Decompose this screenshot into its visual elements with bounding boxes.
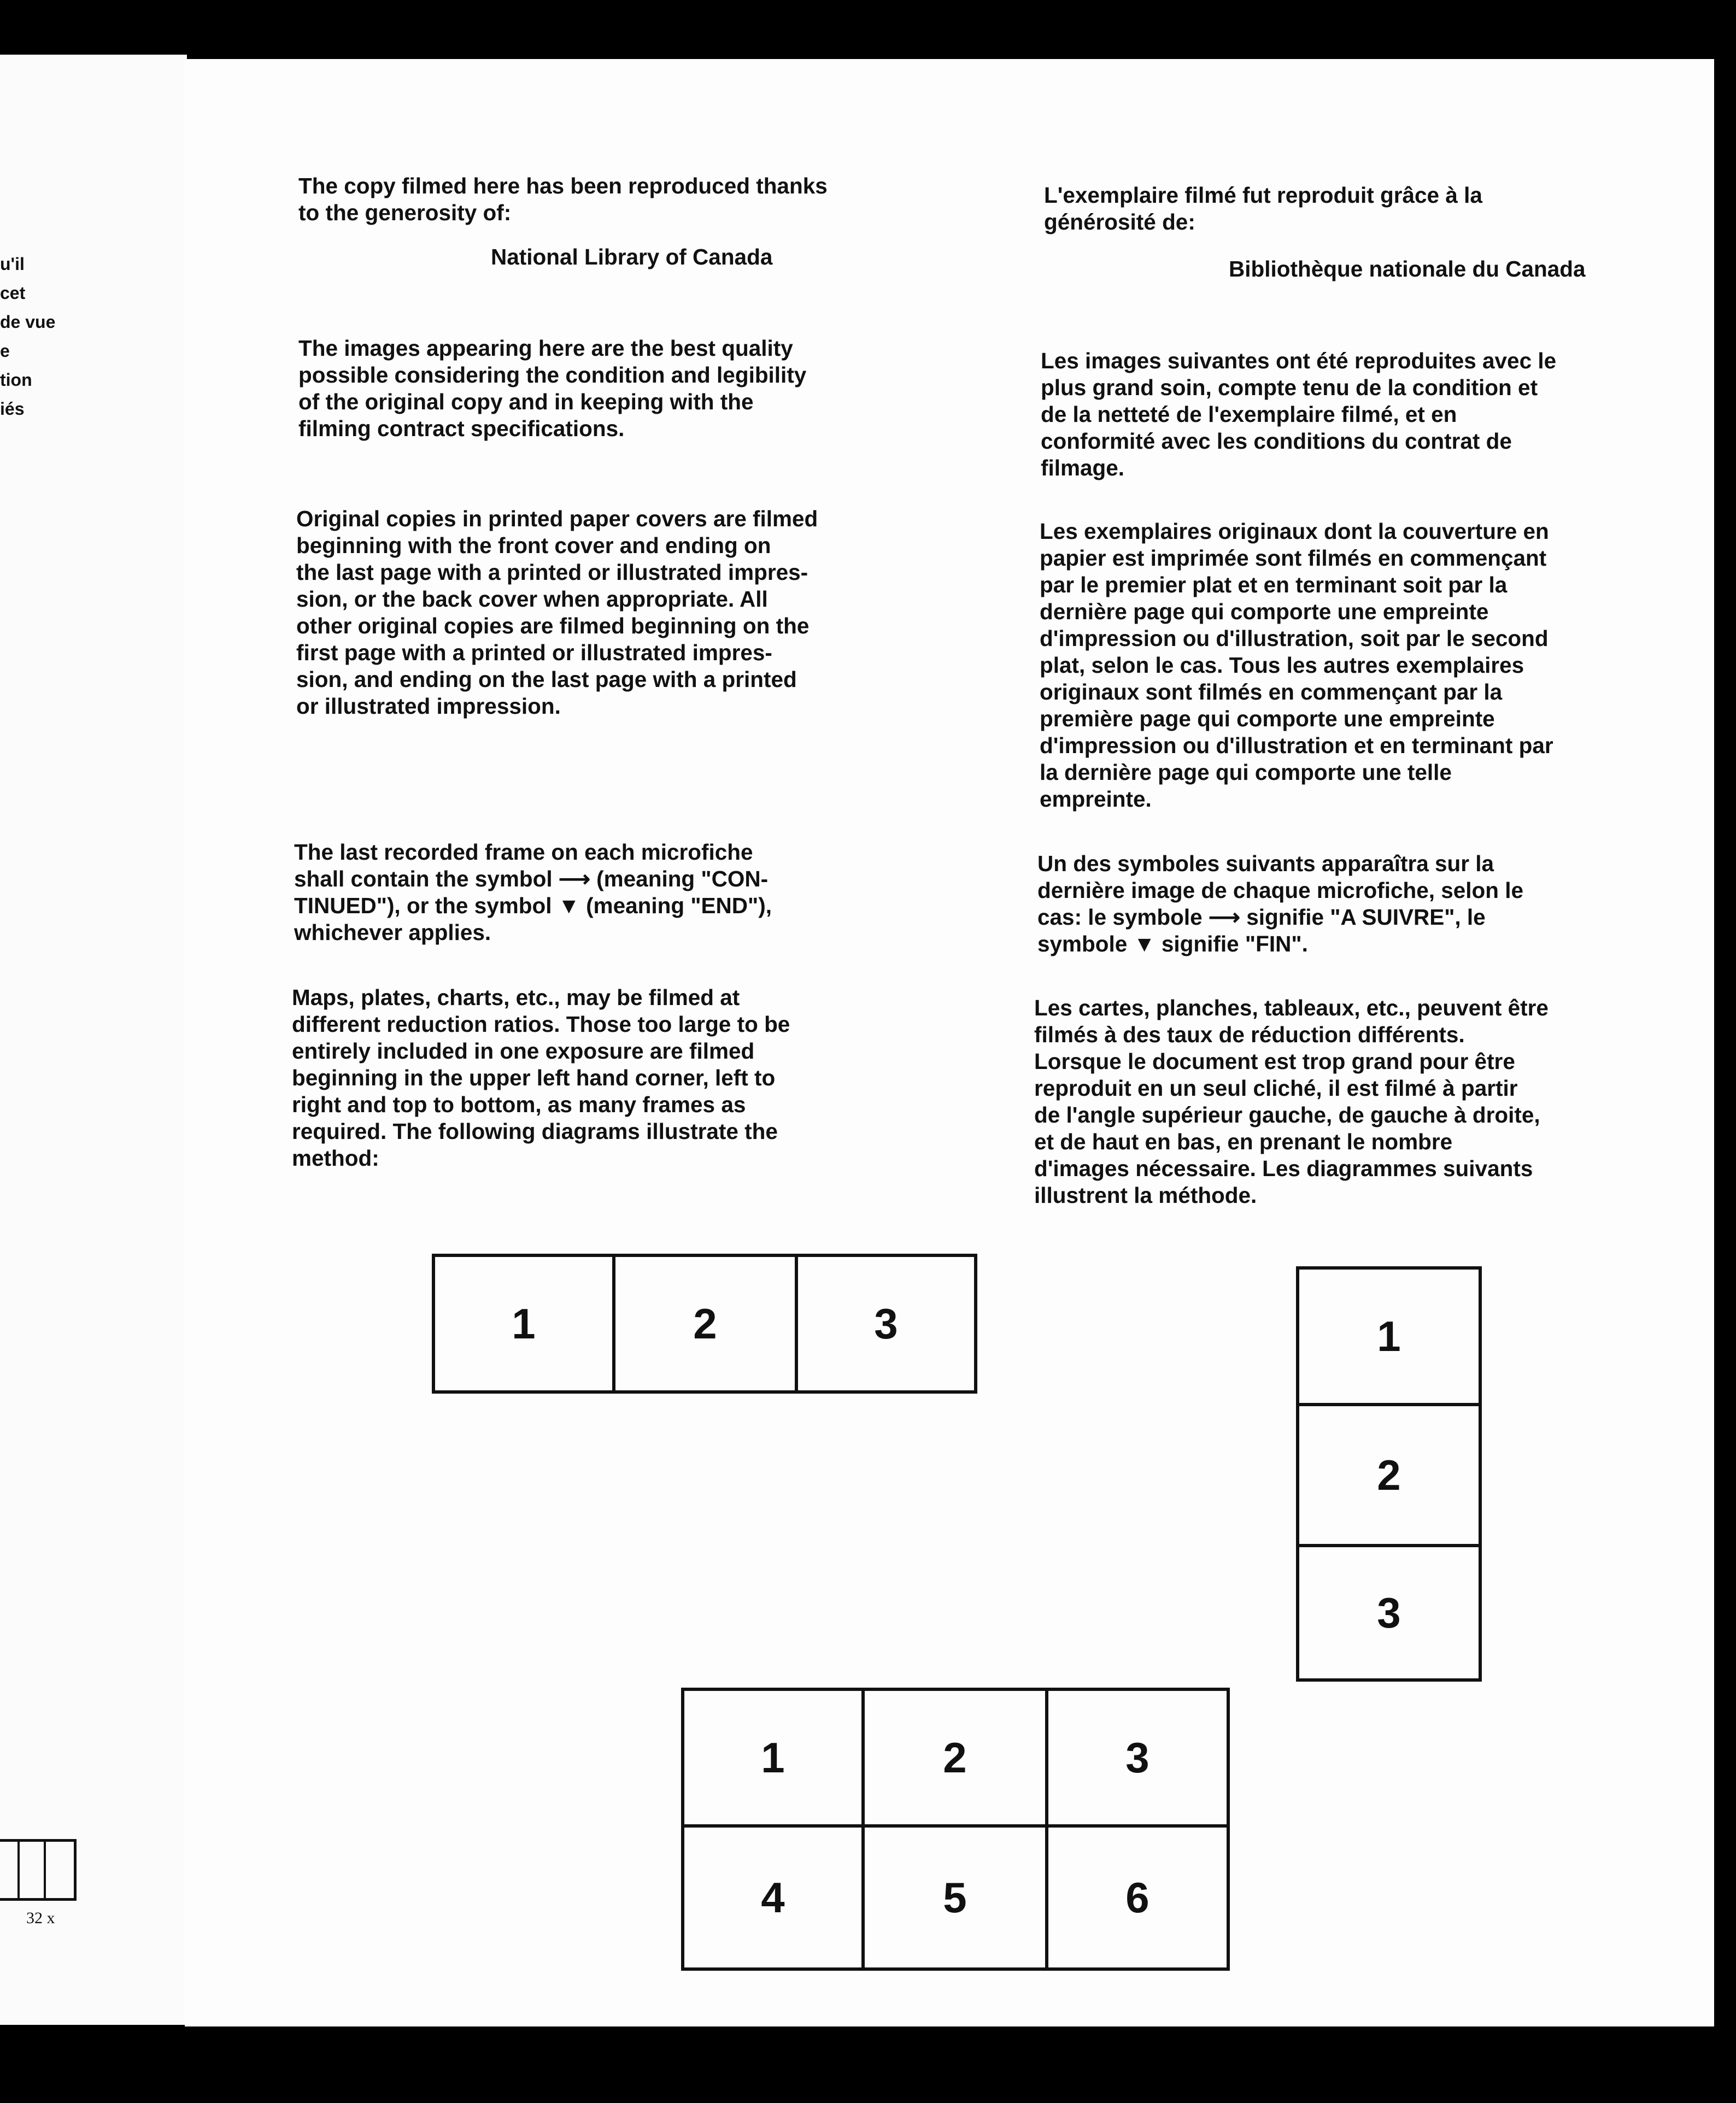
en-covers: Original copies in printed paper covers are filmed beginning with the front cover and ending on the last page with a printed or illustrated impres- sion, or the back cover when appropriate. All other original copies are filmed beginning on the first page with a printed or illustrated impres- sion, and ending on the last page with a printed or illustrated impression. xyxy=(296,506,818,719)
diagram-cell: 3 xyxy=(1377,1588,1401,1637)
diagram-cell: 2 xyxy=(1299,1406,1479,1547)
left-page-strip xyxy=(0,55,187,2025)
left-fragment: cet xyxy=(0,283,26,303)
left-fragment: tion xyxy=(0,370,32,390)
en-quality: The images appearing here are the best quality possible considering the condition and legibility of the original copy and in keeping with the filming contract specifications. xyxy=(298,336,807,441)
diagram-cell: 3 xyxy=(874,1299,898,1348)
left-fragment: e xyxy=(0,341,10,361)
diagram-grid xyxy=(681,1688,1230,1971)
magnification-label: 32 x xyxy=(26,1909,55,1927)
diagram-cell: 4 xyxy=(684,1828,865,1967)
en-thanks: The copy filmed here has been reproduced thanks to the generosity of: xyxy=(298,173,828,225)
diagram-horizontal xyxy=(432,1254,977,1394)
diagram-cell: 5 xyxy=(865,1828,1048,1967)
diagram-cell: 1 xyxy=(684,1691,865,1828)
en-maps: Maps, plates, charts, etc., may be filmed at different reduction ratios. Those too large to be entirely included in one exposure are filmed beginning in the upper left hand corner, left to right and top to bottom, as many frames as required. The following diagrams illustrate the method: xyxy=(292,985,790,1171)
diagram-cell: 2 xyxy=(615,1257,798,1390)
fr-institution: Bibliothèque nationale du Canada xyxy=(1229,256,1586,281)
en-symbols: The last recorded frame on each microfiche shall contain the symbol ⟶ (meaning "CON- TINUED"), or the symbol ▼ (meaning "END"), whichever applies. xyxy=(294,839,772,945)
diagram-cell: 1 xyxy=(435,1257,615,1390)
left-fragment: iés xyxy=(0,399,25,419)
grid-divider xyxy=(17,1842,20,1898)
grid-divider xyxy=(44,1842,46,1898)
left-fragment: de vue xyxy=(0,312,56,332)
fr-thanks: L'exemplaire filmé fut reproduit grâce à la générosité de: xyxy=(1044,183,1482,234)
main-page xyxy=(185,59,1714,2026)
left-fragment: u'il xyxy=(0,254,25,274)
diagram-cell: 2 xyxy=(865,1691,1048,1828)
en-institution: National Library of Canada xyxy=(491,244,773,269)
fr-covers: Les exemplaires originaux dont la couverture en papier est imprimée sont filmés en commençant par le premier plat et en terminant soit par la dernière page qui comporte une empreinte d'impression ou d'illustration, soit par le second plat, selon le cas. Tous les autres exemplaires originaux sont filmés en commençant par la première page qui comporte une empreinte d'impression ou d'illustration et en terminant par la dernière page qui comporte une telle empreinte. xyxy=(1040,519,1553,812)
fr-symbols: Un des symboles suivants apparaîtra sur la dernière image de chaque microfiche, selon le cas: le symbole ⟶ signifie "A SUIVRE", le symbole ▼ signifie "FIN". xyxy=(1037,851,1524,956)
diagram-cell: 6 xyxy=(1125,1873,1149,1922)
fr-quality: Les images suivantes ont été reproduites avec le plus grand soin, compte tenu de la condition et de la netteté de l'exemplaire filmé, et en conformité avec les conditions du contrat de filmage. xyxy=(1041,348,1557,480)
fr-maps: Les cartes, planches, tableaux, etc., peuvent être filmés à des taux de réduction différents. Lorsque le document est trop grand pour être reproduit en un seul cliché, il est filmé à partir de l'angle supérieur gauche, de gauche à droite, et de haut en bas, en prenant le nombre d'images nécessaire. Les diagrammes suivants illustrent la méthode. xyxy=(1034,995,1549,1208)
diagram-cell: 1 xyxy=(1299,1270,1479,1406)
diagram-cell: 3 xyxy=(1048,1691,1227,1828)
diagram-vertical xyxy=(1296,1266,1482,1682)
left-grid-fragment xyxy=(0,1839,77,1901)
